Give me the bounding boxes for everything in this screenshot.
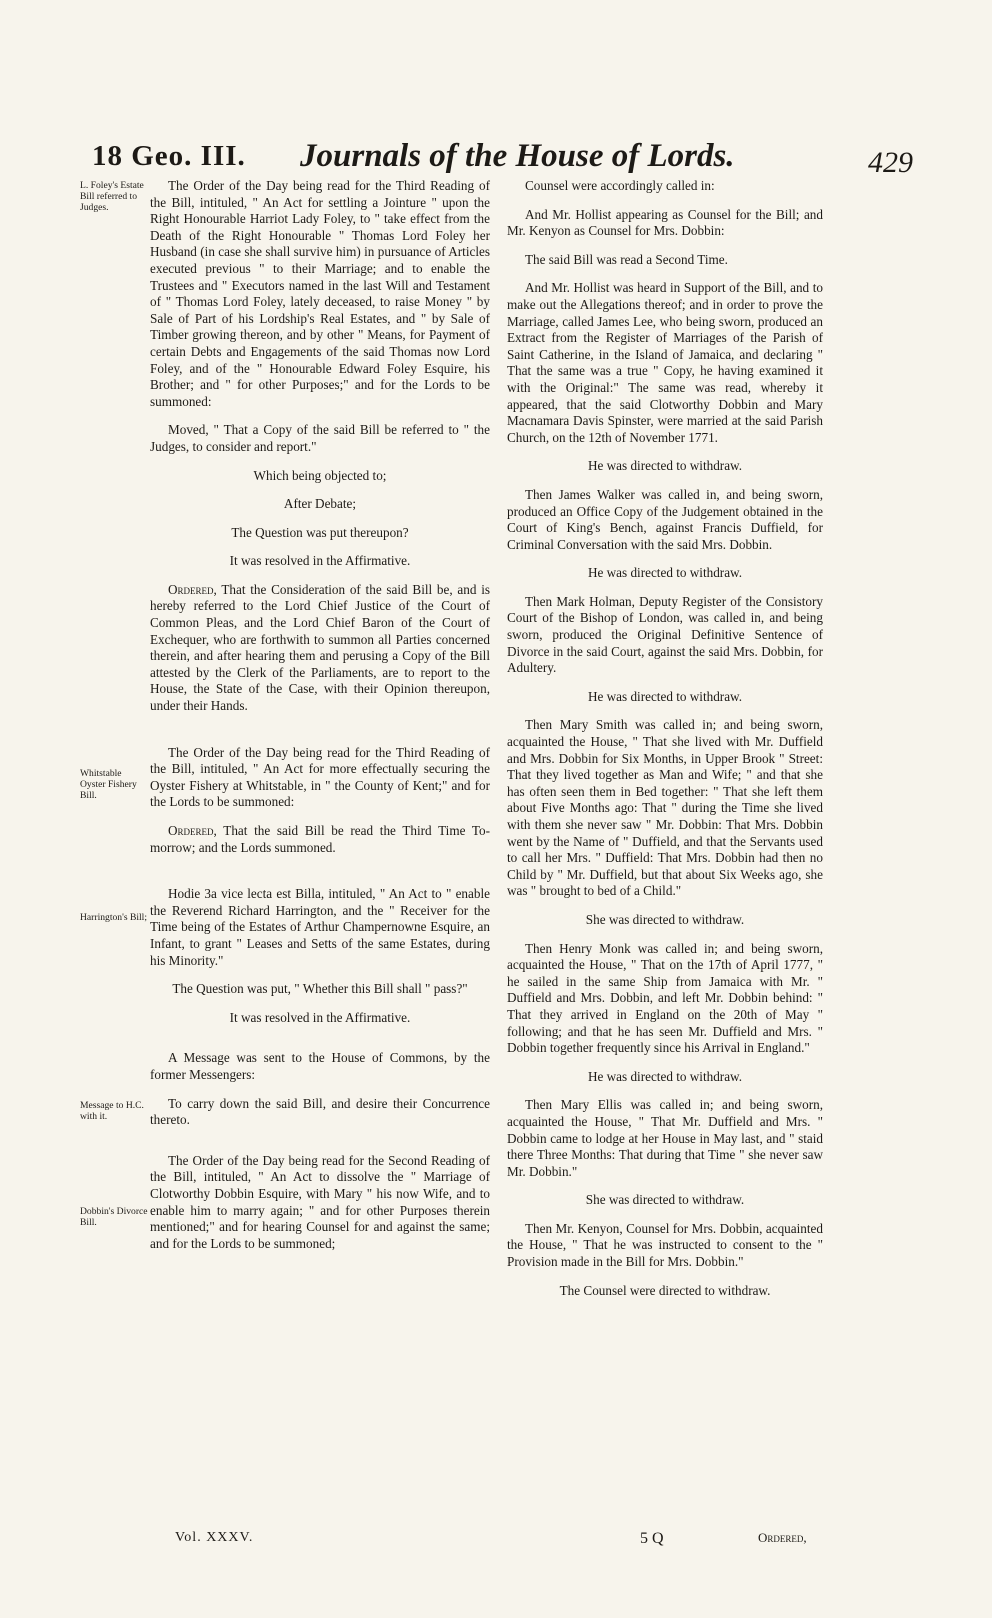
paragraph: She was directed to withdraw. [585, 1192, 745, 1208]
paragraph: Then Henry Monk was called in; and being sworn, acquainted the House, " That on the 17th of April 1777, " he sailed in the same Ship from Jamaica with Mr. " Duffield and Mrs. Dobbin, and left Mr. Dobbin behind: " That they arrived in England on the 20th of May " following; and that he has seen Mr. Duffield and Mrs. " Dobbin together frequently since his Arrival in England." [507, 940, 823, 1056]
reign-label: 18 Geo. III. [92, 140, 246, 172]
ordered-lead: Ordered, [168, 823, 217, 838]
catchword: Ordered, [758, 1530, 807, 1545]
paragraph: After Debate; [283, 496, 357, 512]
paragraph: The Order of the Day being read for the Second Reading of the Bill, intituled, " An Act to dissolve the " Marriage of Clotworthy Dobbin Esquire, with Mary " his now Wife, and to enable him to marry again; " and for other Purposes therein mentioned;" and for hearing Counsel for and against the same; and for the Lords to be summoned; [150, 1152, 490, 1251]
volume-label: Vol. XXXV. [175, 1530, 254, 1545]
margin-note-whitstable: Whitstable Oyster Fishery Bill. [80, 768, 137, 801]
paragraph: The Counsel were directed to withdraw. [559, 1282, 771, 1298]
paragraph: Moved, " That a Copy of the said Bill be referred to " the Judges, to consider and report." [150, 422, 490, 454]
paragraph: He was directed to withdraw. [587, 458, 743, 474]
ordered-text: That the said Bill be read the Third Time To-morrow; and the Lords summoned. [150, 823, 490, 855]
journal-title: Journals of the House of Lords. [300, 138, 735, 174]
paragraph: He was directed to withdraw. [587, 1068, 743, 1084]
paragraph: The Question was put thereupon? [231, 524, 409, 540]
paragraph [150, 823, 490, 856]
paragraph: And Mr. Hollist appearing as Counsel for the Bill; and Mr. Kenyon as Counsel for Mrs. Dobbin: [507, 206, 823, 239]
paragraph: It was resolved in the Affirmative. [229, 553, 411, 569]
ordered-text: That the Consideration of the said Bill be, and is hereby referred to the Lord Chief Justice of the Court of Common Pleas, and the Lord Chief Baron of the Court of Exchequer, who are forthwith to summon all Parties concerned therein, and after hearing them and perusing a Copy of the Bill attested by the Clerk of the Parliaments, are to report to the House, the State of the Case, with their Opinion thereupon, under their Hands. [150, 581, 490, 714]
signature-mark: 5 Q [640, 1530, 664, 1547]
paragraph: A Message was sent to the House of Commons, by the former Messengers: [150, 1050, 490, 1082]
paragraph: Which being objected to; [253, 467, 387, 483]
paragraph: The Order of the Day being read for the Third Reading of the Bill, intituled, " An Act for more effectually securing the Oyster Fishery at Whitstable, in " the County of Kent;" and for the Lords to be summoned: [150, 744, 490, 810]
paragraph: He was directed to withdraw. [587, 688, 743, 704]
paragraph: Hodie 3a vice lecta est Billa, intituled, " An Act to " enable the Reverend Richard Harrington, and the " Receiver for the Time being of the Estates of Arthur Champernowne Esquire, an Infant, to grant " Leases and Setts of the same Estates, during his Minority." [150, 886, 490, 968]
paragraph: He was directed to withdraw. [587, 565, 743, 581]
paragraph: It was resolved in the Affirmative. [229, 1009, 411, 1025]
paragraph: Then Mary Smith was called in; and being sworn, acquainted the House, " That she lived with Mr. Duffield and Mrs. Dobbin for Six Months, in Upper Brook " Street: That they lived together as Man and Wife; " and that she has often seen them in Bed together: " That she left them about Five Months ago: That " during the Time she lived with them she never saw " Mr. Dobbin: That Mrs. Dobbin went by the Name of " Duffield, and that the Servants used to call her Mrs. " Duffield: That Mrs. Dobbin had then no Child by " Mr. Duffield, but that about Six Weeks ago, she was " brought to bed of a Child." [507, 717, 823, 899]
left-column [150, 178, 490, 1264]
margin-note-harrington: Harrington's Bill; [80, 912, 148, 923]
paragraph: The Order of the Day being read for the Third Reading of the Bill, intituled, " An Act for settling a Jointure " upon the Right Honourable Harriot Lady Foley, to " take effect from the Death of the Right Honourable " Thomas Lord Foley her Husband (in case she shall survive him) in pursuance of Articles executed previous " to their Marriage; and to enable the Trustees and " Executors named in the last Will and Testament of " Thomas Lord Foley, lately deceased, to raise Money " by Sale of Part of his Lordship's Real Estates, and " by Sale of Timber growing thereon, and by other " Means, for Payment of certain Debts and Engagements of the said Thomas now Lord Foley, and of the " Honourable Edward Foley Esquire, his Brother; and " for other Purposes;" and for the Lords to be summoned: [150, 178, 490, 409]
margin-note-foley: L. Foley's Estate Bill referred to Judges. [80, 180, 144, 213]
paragraph: She was directed to withdraw. [585, 911, 745, 927]
paragraph: Then James Walker was called in, and being sworn, produced an Office Copy of the Judgement obtained in the Court of King's Bench, against Francis Duffield, for Criminal Conversation with the said Mrs. Dobbin. [507, 486, 823, 552]
paragraph: Then Mr. Kenyon, Counsel for Mrs. Dobbin, acquainted the House, " That he was instructed to consent to the " Provision made in the Bill for Mrs. Dobbin." [507, 1220, 823, 1270]
paragraph: The said Bill was read a Second Time. [525, 251, 728, 267]
margin-note-dobbin: Dobbin's Divorce Bill. [80, 1206, 148, 1228]
page-header [0, 0, 992, 179]
paragraph: Then Mark Holman, Deputy Register of the Consistory Court of the Bishop of London, was called in, and being sworn, produced the Original Definitive Sentence of Divorce in the said Court, against the said Mrs. Dobbin, for Adultery. [507, 593, 823, 676]
margin-note-message: Message to H.C. with it. [80, 1100, 144, 1122]
ordered-lead: Ordered, [168, 581, 217, 597]
page-number: 429 [868, 146, 913, 179]
paragraph: Then Mary Ellis was called in; and being sworn, acquainted the House, " That Mr. Duffield and Mrs. " Dobbin came to lodge at her House in May last, and " staid there Three Months: That during that Time " she never saw Mr. Dobbin." [507, 1097, 823, 1179]
paragraph: The Question was put, " Whether this Bill shall " pass?" [172, 981, 468, 997]
right-column [507, 178, 823, 1311]
paragraph: To carry down the said Bill, and desire their Concurrence thereto. [150, 1095, 490, 1128]
paragraph: And Mr. Hollist was heard in Support of the Bill, and to make out the Allegations thereof; and in order to prove the Marriage, called James Lee, who being sworn, produced an Extract from the Register of Marriages of the Parish of Saint Catherine, in the Island of Jamaica, and declaring " That the same was a true " Copy, he having examined it with the Original:" The same was read, whereby it appeared, that the said Clotworthy Dobbin and Mary Macnamara Davis Spinster, were married at the said Parish Church, on the 12th of November 1771. [507, 280, 823, 445]
paragraph [150, 582, 490, 715]
paragraph: Counsel were accordingly called in: [525, 178, 715, 193]
